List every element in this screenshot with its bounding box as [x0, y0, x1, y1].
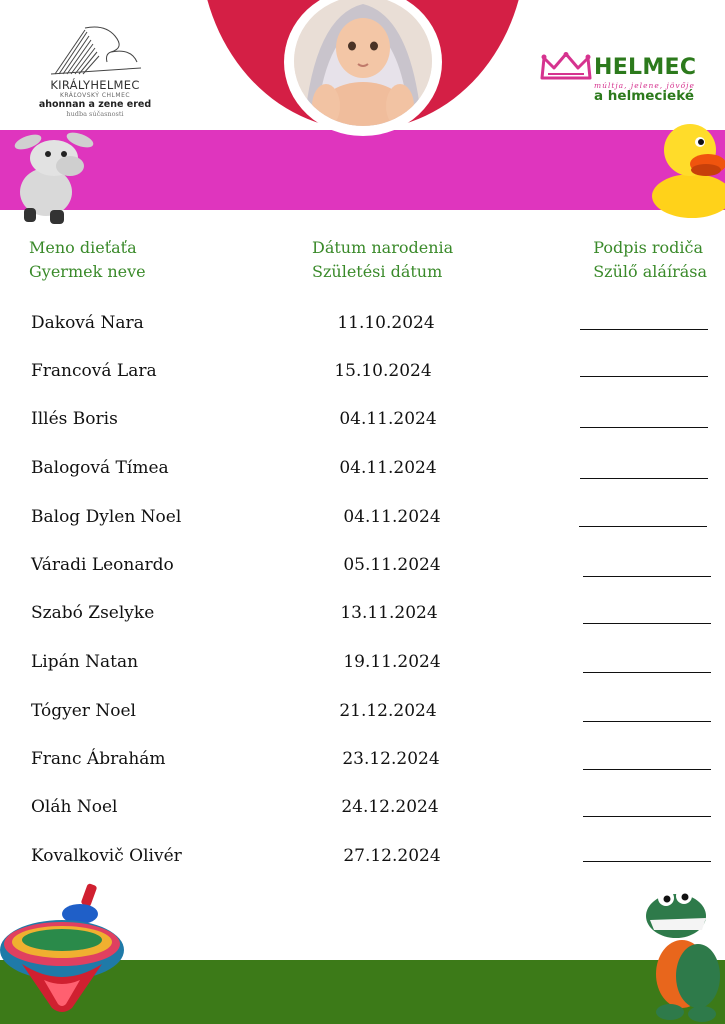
row-name: Francová Lara: [31, 361, 157, 381]
signature-line[interactable]: [579, 526, 707, 527]
header-parent-signature: [593, 236, 707, 284]
row-date: 04.11.2024: [339, 458, 437, 478]
row-date: 15.10.2024: [334, 361, 432, 381]
row-name: Tógyer Noel: [31, 701, 136, 721]
signature-line[interactable]: [580, 478, 708, 479]
header-birth-date-hu: Születési dátum: [312, 262, 443, 281]
row-date: 23.12.2024: [342, 749, 440, 769]
header-child-name-sk: Meno dieťaťa: [29, 238, 137, 257]
crocodile-toy-icon: [640, 884, 725, 1024]
logo-left-tagline: ahonnan a zene ered: [38, 99, 152, 110]
row-name: Váradi Leonardo: [31, 555, 174, 575]
logo-left-main: KIRÁLYHELMEC: [50, 78, 140, 92]
row-name: Franc Ábrahám: [31, 749, 166, 769]
signature-line[interactable]: [583, 623, 711, 624]
row-name: Lipán Natan: [31, 652, 139, 672]
signature-line[interactable]: [583, 576, 711, 577]
row-date: 19.11.2024: [343, 652, 441, 672]
kiralyhelmec-logo: [36, 22, 154, 124]
signature-line[interactable]: [583, 769, 711, 770]
row-name: Oláh Noel: [31, 797, 118, 817]
signature-line[interactable]: [583, 816, 711, 817]
logo-left-tagline2: hudba súčasnosti: [66, 110, 124, 118]
pink-band: [0, 130, 725, 210]
header-child-name: [29, 236, 146, 284]
crown-icon: [540, 52, 592, 80]
logo-right-tagline: a helmecieké: [594, 88, 694, 104]
baby-photo: [294, 0, 432, 126]
signature-line[interactable]: [583, 721, 711, 722]
row-date: 13.11.2024: [340, 603, 438, 623]
helmec-logo: [540, 48, 720, 112]
rubber-duck-icon: [652, 112, 725, 220]
harp-icon: [45, 22, 145, 76]
signature-line[interactable]: [583, 861, 711, 862]
row-date: 05.11.2024: [343, 555, 441, 575]
header-parent-signature-sk: Podpis rodiča: [593, 238, 704, 257]
row-date: 27.12.2024: [343, 846, 441, 866]
row-date: 24.12.2024: [341, 797, 439, 817]
row-name: Szabó Zselyke: [31, 603, 155, 623]
signature-line[interactable]: [580, 427, 708, 428]
row-name: Balogová Tímea: [31, 458, 169, 478]
logo-right-name: HELMEC: [594, 55, 697, 80]
row-name: Balog Dylen Noel: [31, 507, 182, 527]
donkey-toy-icon: [8, 126, 98, 226]
row-name: Kovalkovič Olivér: [31, 846, 182, 866]
signature-line[interactable]: [580, 329, 708, 330]
header-child-name-hu: Gyermek neve: [29, 262, 146, 281]
row-date: 04.11.2024: [343, 507, 441, 527]
row-name: Daková Nara: [31, 313, 144, 333]
row-date: 04.11.2024: [339, 409, 437, 429]
signature-line[interactable]: [580, 376, 708, 377]
row-date: 21.12.2024: [339, 701, 437, 721]
header-birth-date-sk: Dátum narodenia: [312, 238, 454, 257]
row-date: 11.10.2024: [337, 313, 435, 333]
header-parent-signature-hu: Szülő aláírása: [593, 262, 707, 281]
row-name: Illés Boris: [31, 409, 118, 429]
signature-line[interactable]: [583, 672, 711, 673]
logo-left-sub: KRÁĽOVSKÝ CHLMEC: [59, 92, 131, 99]
header-birth-date: [312, 236, 453, 284]
spinning-top-icon: [0, 880, 126, 1024]
logo-right-motto: múltja, jelene, jövője: [594, 81, 695, 90]
